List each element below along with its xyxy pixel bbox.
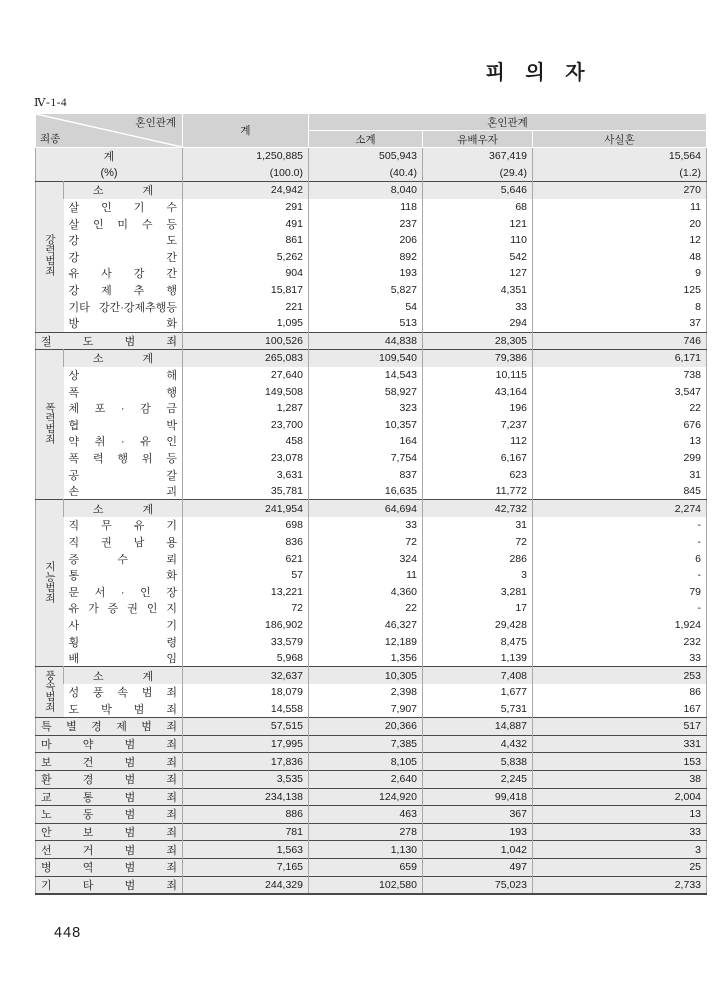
value-cell: 2,640 bbox=[309, 770, 423, 788]
table-row bbox=[36, 633, 707, 650]
value-cell: 491 bbox=[183, 215, 309, 232]
value-cell: 86 bbox=[533, 684, 707, 701]
value-cell: 124,920 bbox=[309, 788, 423, 806]
value-cell: 23,700 bbox=[183, 417, 309, 434]
value-cell: 299 bbox=[533, 450, 707, 467]
value-cell: 8,475 bbox=[423, 633, 533, 650]
crime-type-label: 직 권 남 용 bbox=[68, 536, 177, 549]
table-row bbox=[36, 332, 707, 350]
crime-type-label: 도 박 범 죄 bbox=[68, 703, 177, 716]
table-body bbox=[36, 148, 707, 895]
crime-type-label: 통 화 bbox=[68, 570, 177, 583]
value-cell: 72 bbox=[423, 534, 533, 551]
crime-type-label: 폭 행 bbox=[68, 386, 177, 399]
value-cell: 323 bbox=[309, 400, 423, 417]
value-cell: 31 bbox=[533, 466, 707, 483]
crime-type-label: 환 경 범 죄 bbox=[36, 770, 183, 788]
value-cell: 38 bbox=[533, 770, 707, 788]
crime-group-label-text: 풍속범죄 bbox=[44, 669, 56, 712]
value-cell: 4,432 bbox=[423, 735, 533, 753]
crime-type-label: 소 계 bbox=[64, 350, 183, 367]
table-row bbox=[36, 650, 707, 667]
value-cell: 505,943 bbox=[309, 148, 423, 165]
crime-group-label bbox=[36, 667, 64, 718]
value-cell: 241,954 bbox=[183, 500, 309, 517]
crime-type-label: 살 인 기 수 bbox=[68, 202, 177, 215]
value-cell: 3,547 bbox=[533, 383, 707, 400]
value-cell: 836 bbox=[183, 534, 309, 551]
value-cell: 3,281 bbox=[423, 583, 533, 600]
crime-type-label: 폭 력 행 위 등 bbox=[68, 452, 177, 465]
value-cell: - bbox=[533, 534, 707, 551]
value-cell: 43,164 bbox=[423, 383, 533, 400]
value-cell: 542 bbox=[423, 249, 533, 266]
table-row bbox=[36, 550, 707, 567]
header-subtotal-column: 소계 bbox=[309, 131, 423, 148]
value-cell: 68 bbox=[423, 199, 533, 216]
value-cell: 31 bbox=[423, 517, 533, 534]
table-row bbox=[36, 350, 707, 367]
value-cell: 497 bbox=[423, 858, 533, 876]
value-cell: 837 bbox=[309, 466, 423, 483]
value-cell: 3 bbox=[423, 567, 533, 584]
value-cell: 1,287 bbox=[183, 400, 309, 417]
header-row-1 bbox=[36, 114, 707, 131]
crime-type-label: (%) bbox=[36, 165, 183, 182]
value-cell: 112 bbox=[423, 433, 533, 450]
crime-group-label bbox=[36, 350, 64, 500]
value-cell: 72 bbox=[183, 600, 309, 617]
value-cell: 121 bbox=[423, 215, 533, 232]
crime-type-label: 기 타 범 죄 bbox=[36, 876, 183, 894]
crime-type-label: 소 계 bbox=[64, 500, 183, 517]
table-row bbox=[36, 433, 707, 450]
value-cell: 892 bbox=[309, 249, 423, 266]
value-cell: 42,732 bbox=[423, 500, 533, 517]
value-cell: 13 bbox=[533, 806, 707, 824]
value-cell: (29.4) bbox=[423, 165, 533, 182]
value-cell: 11,772 bbox=[423, 483, 533, 500]
value-cell: 29,428 bbox=[423, 617, 533, 634]
value-cell: 7,237 bbox=[423, 417, 533, 434]
value-cell: 153 bbox=[533, 753, 707, 771]
value-cell: 54 bbox=[309, 298, 423, 315]
value-cell: 253 bbox=[533, 667, 707, 684]
table-row bbox=[36, 823, 707, 841]
table-row bbox=[36, 718, 707, 736]
value-cell: 196 bbox=[423, 400, 533, 417]
table-row bbox=[36, 753, 707, 771]
crime-type-label: 유 가 증 권 인 지 bbox=[68, 603, 177, 616]
table-row bbox=[36, 876, 707, 894]
value-cell: 886 bbox=[183, 806, 309, 824]
value-cell: 1,924 bbox=[533, 617, 707, 634]
value-cell: 234,138 bbox=[183, 788, 309, 806]
value-cell: 20,366 bbox=[309, 718, 423, 736]
crime-type-label: 선 거 범 죄 bbox=[36, 841, 183, 859]
value-cell: 64,694 bbox=[309, 500, 423, 517]
crime-type-label: 절 도 범 죄 bbox=[36, 332, 183, 350]
crime-group-label bbox=[36, 500, 64, 667]
value-cell: 44,838 bbox=[309, 332, 423, 350]
table-row bbox=[36, 249, 707, 266]
value-cell: (1.2) bbox=[533, 165, 707, 182]
value-cell: 100,526 bbox=[183, 332, 309, 350]
table-row bbox=[36, 282, 707, 299]
value-cell: 9 bbox=[533, 265, 707, 282]
value-cell: 109,540 bbox=[309, 350, 423, 367]
table-row bbox=[36, 858, 707, 876]
crime-type-label: 상 해 bbox=[68, 370, 177, 383]
table-row bbox=[36, 383, 707, 400]
crime-type-label: 공 갈 bbox=[68, 469, 177, 482]
crime-group-label bbox=[36, 182, 64, 332]
value-cell: 244,329 bbox=[183, 876, 309, 894]
crime-group-label-text: 폭력범죄 bbox=[44, 402, 56, 445]
header-corner-row-label: 죄종 bbox=[40, 133, 61, 145]
table-row bbox=[36, 483, 707, 500]
value-cell: 7,165 bbox=[183, 858, 309, 876]
value-cell: 232 bbox=[533, 633, 707, 650]
crime-type-label: 교 통 범 죄 bbox=[36, 788, 183, 806]
value-cell: 8 bbox=[533, 298, 707, 315]
crime-type-label: 기타 강간·강제추행등 bbox=[68, 301, 177, 314]
page-title: 피 의 자 bbox=[485, 62, 585, 84]
value-cell: 33 bbox=[533, 823, 707, 841]
value-cell: 1,677 bbox=[423, 684, 533, 701]
marital-status-by-crime-table bbox=[35, 113, 707, 895]
crime-type-label: 마 약 범 죄 bbox=[36, 735, 183, 753]
value-cell: 33 bbox=[423, 298, 533, 315]
value-cell: 623 bbox=[423, 466, 533, 483]
crime-type-label: 살 인 미 수 등 bbox=[68, 218, 177, 231]
value-cell: 7,754 bbox=[309, 450, 423, 467]
table-row bbox=[36, 466, 707, 483]
crime-type-label: 노 동 범 죄 bbox=[36, 806, 183, 824]
table-row bbox=[36, 841, 707, 859]
value-cell: (40.4) bbox=[309, 165, 423, 182]
value-cell: 7,408 bbox=[423, 667, 533, 684]
crime-group-label-text: 지능범죄 bbox=[44, 560, 56, 603]
value-cell: 118 bbox=[309, 199, 423, 216]
table-row bbox=[36, 315, 707, 332]
value-cell: 14,558 bbox=[183, 701, 309, 718]
value-cell: 3 bbox=[533, 841, 707, 859]
crime-type-label: 특 별 경 제 범 죄 bbox=[36, 718, 183, 736]
value-cell: 781 bbox=[183, 823, 309, 841]
value-cell: 13 bbox=[533, 433, 707, 450]
value-cell: 33,579 bbox=[183, 633, 309, 650]
table-row bbox=[36, 232, 707, 249]
crime-type-label: 보 건 범 죄 bbox=[36, 753, 183, 771]
value-cell: 32,637 bbox=[183, 667, 309, 684]
value-cell: 10,115 bbox=[423, 367, 533, 384]
value-cell: 4,351 bbox=[423, 282, 533, 299]
value-cell: 1,095 bbox=[183, 315, 309, 332]
value-cell: 5,838 bbox=[423, 753, 533, 771]
value-cell: 2,733 bbox=[533, 876, 707, 894]
crime-group-label-text: 강력범죄 bbox=[44, 234, 56, 277]
value-cell: 57 bbox=[183, 567, 309, 584]
value-cell: 28,305 bbox=[423, 332, 533, 350]
value-cell: 1,139 bbox=[423, 650, 533, 667]
value-cell: 5,731 bbox=[423, 701, 533, 718]
value-cell: 517 bbox=[533, 718, 707, 736]
value-cell: 5,646 bbox=[423, 182, 533, 199]
value-cell: 367 bbox=[423, 806, 533, 824]
crime-type-label: 협 박 bbox=[68, 419, 177, 432]
value-cell: 659 bbox=[309, 858, 423, 876]
value-cell: 5,968 bbox=[183, 650, 309, 667]
value-cell: 57,515 bbox=[183, 718, 309, 736]
value-cell: 746 bbox=[533, 332, 707, 350]
table-row bbox=[36, 298, 707, 315]
value-cell: 206 bbox=[309, 232, 423, 249]
value-cell: 291 bbox=[183, 199, 309, 216]
value-cell: 237 bbox=[309, 215, 423, 232]
value-cell: 367,419 bbox=[423, 148, 533, 165]
value-cell: 1,130 bbox=[309, 841, 423, 859]
value-cell: 37 bbox=[533, 315, 707, 332]
crime-type-label: 증 수 뢰 bbox=[68, 553, 177, 566]
value-cell: 1,356 bbox=[309, 650, 423, 667]
value-cell: 1,563 bbox=[183, 841, 309, 859]
value-cell: 102,580 bbox=[309, 876, 423, 894]
value-cell: 79 bbox=[533, 583, 707, 600]
crime-type-label: 사 기 bbox=[68, 619, 177, 632]
value-cell: 17 bbox=[423, 600, 533, 617]
value-cell: 6 bbox=[533, 550, 707, 567]
table-row bbox=[36, 788, 707, 806]
table-row bbox=[36, 534, 707, 551]
value-cell: 904 bbox=[183, 265, 309, 282]
value-cell: 294 bbox=[423, 315, 533, 332]
table-row bbox=[36, 600, 707, 617]
value-cell: 2,004 bbox=[533, 788, 707, 806]
value-cell: 845 bbox=[533, 483, 707, 500]
value-cell: 861 bbox=[183, 232, 309, 249]
table-header bbox=[36, 114, 707, 148]
crime-type-label: 체 포 · 감 금 bbox=[68, 403, 177, 416]
value-cell: 278 bbox=[309, 823, 423, 841]
value-cell: 2,398 bbox=[309, 684, 423, 701]
value-cell: 22 bbox=[309, 600, 423, 617]
table-number: Ⅳ-1-4 bbox=[34, 97, 68, 109]
value-cell: 20 bbox=[533, 215, 707, 232]
value-cell: 33 bbox=[309, 517, 423, 534]
value-cell: 15,817 bbox=[183, 282, 309, 299]
value-cell: 46,327 bbox=[309, 617, 423, 634]
value-cell: 33 bbox=[533, 650, 707, 667]
value-cell: 11 bbox=[533, 199, 707, 216]
value-cell: 513 bbox=[309, 315, 423, 332]
header-defacto-column: 사실혼 bbox=[533, 131, 707, 148]
table-row bbox=[36, 500, 707, 517]
table-row bbox=[36, 517, 707, 534]
value-cell: 2,245 bbox=[423, 770, 533, 788]
table-row bbox=[36, 450, 707, 467]
table-row bbox=[36, 148, 707, 165]
crime-type-label: 배 임 bbox=[68, 653, 177, 666]
value-cell: 676 bbox=[533, 417, 707, 434]
value-cell: 193 bbox=[423, 823, 533, 841]
value-cell: 8,040 bbox=[309, 182, 423, 199]
header-spouse-column: 유배우자 bbox=[423, 131, 533, 148]
value-cell: 1,250,885 bbox=[183, 148, 309, 165]
value-cell: 167 bbox=[533, 701, 707, 718]
value-cell: 193 bbox=[309, 265, 423, 282]
value-cell: 72 bbox=[309, 534, 423, 551]
crime-type-label: 소 계 bbox=[64, 182, 183, 199]
value-cell: 164 bbox=[309, 433, 423, 450]
value-cell: 265,083 bbox=[183, 350, 309, 367]
value-cell: 3,535 bbox=[183, 770, 309, 788]
value-cell: 12 bbox=[533, 232, 707, 249]
crime-type-label: 직 무 유 기 bbox=[68, 520, 177, 533]
table-row bbox=[36, 667, 707, 684]
value-cell: 458 bbox=[183, 433, 309, 450]
value-cell: 221 bbox=[183, 298, 309, 315]
value-cell: 99,418 bbox=[423, 788, 533, 806]
value-cell: 27,640 bbox=[183, 367, 309, 384]
value-cell: 75,023 bbox=[423, 876, 533, 894]
value-cell: 22 bbox=[533, 400, 707, 417]
value-cell: 127 bbox=[423, 265, 533, 282]
value-cell: 286 bbox=[423, 550, 533, 567]
crime-type-label: 계 bbox=[36, 148, 183, 165]
header-corner-cell bbox=[36, 114, 183, 148]
header-total-column: 계 bbox=[183, 114, 309, 148]
value-cell: 7,385 bbox=[309, 735, 423, 753]
value-cell: 17,836 bbox=[183, 753, 309, 771]
table-row bbox=[36, 182, 707, 199]
value-cell: 13,221 bbox=[183, 583, 309, 600]
table-row bbox=[36, 617, 707, 634]
table-row bbox=[36, 583, 707, 600]
value-cell: 4,360 bbox=[309, 583, 423, 600]
value-cell: 11 bbox=[309, 567, 423, 584]
value-cell: 5,262 bbox=[183, 249, 309, 266]
crime-type-label: 손 괴 bbox=[68, 486, 177, 499]
value-cell: 2,274 bbox=[533, 500, 707, 517]
value-cell: 331 bbox=[533, 735, 707, 753]
header-corner-column-label: 혼인관계 bbox=[135, 117, 176, 129]
value-cell: 125 bbox=[533, 282, 707, 299]
crime-type-label: 안 보 범 죄 bbox=[36, 823, 183, 841]
value-cell: 18,079 bbox=[183, 684, 309, 701]
value-cell: 7,907 bbox=[309, 701, 423, 718]
value-cell: 24,942 bbox=[183, 182, 309, 199]
value-cell: 12,189 bbox=[309, 633, 423, 650]
value-cell: 23,078 bbox=[183, 450, 309, 467]
value-cell: 463 bbox=[309, 806, 423, 824]
table-row bbox=[36, 417, 707, 434]
value-cell: 110 bbox=[423, 232, 533, 249]
table-row bbox=[36, 367, 707, 384]
value-cell: 738 bbox=[533, 367, 707, 384]
crime-type-label: 성 풍 속 범 죄 bbox=[68, 687, 177, 700]
value-cell: (100.0) bbox=[183, 165, 309, 182]
value-cell: 5,827 bbox=[309, 282, 423, 299]
value-cell: 10,357 bbox=[309, 417, 423, 434]
value-cell: 17,995 bbox=[183, 735, 309, 753]
value-cell: 324 bbox=[309, 550, 423, 567]
value-cell: 25 bbox=[533, 858, 707, 876]
table-row bbox=[36, 215, 707, 232]
crime-type-label: 병 역 범 죄 bbox=[36, 858, 183, 876]
crime-type-label: 강 제 추 행 bbox=[68, 285, 177, 298]
value-cell: 48 bbox=[533, 249, 707, 266]
table-row bbox=[36, 265, 707, 282]
value-cell: 58,927 bbox=[309, 383, 423, 400]
value-cell: 8,105 bbox=[309, 753, 423, 771]
page-number: 448 bbox=[54, 925, 82, 941]
value-cell: 3,631 bbox=[183, 466, 309, 483]
table-row bbox=[36, 701, 707, 718]
crime-type-label: 강 간 bbox=[68, 251, 177, 264]
value-cell: - bbox=[533, 517, 707, 534]
value-cell: 15,564 bbox=[533, 148, 707, 165]
table-row bbox=[36, 806, 707, 824]
table-row bbox=[36, 400, 707, 417]
crime-type-label: 문 서 · 인 장 bbox=[68, 586, 177, 599]
crime-type-label: 유 사 강 간 bbox=[68, 268, 177, 281]
crime-type-label: 횡 령 bbox=[68, 636, 177, 649]
value-cell: 149,508 bbox=[183, 383, 309, 400]
value-cell: 10,305 bbox=[309, 667, 423, 684]
crime-type-label: 약 취 · 유 인 bbox=[68, 436, 177, 449]
value-cell: 698 bbox=[183, 517, 309, 534]
header-group-marital: 혼인관계 bbox=[309, 114, 707, 131]
value-cell: 14,887 bbox=[423, 718, 533, 736]
value-cell: 1,042 bbox=[423, 841, 533, 859]
value-cell: 186,902 bbox=[183, 617, 309, 634]
table-row bbox=[36, 770, 707, 788]
crime-type-label: 소 계 bbox=[64, 667, 183, 684]
value-cell: 270 bbox=[533, 182, 707, 199]
table-row bbox=[36, 684, 707, 701]
table-row bbox=[36, 165, 707, 182]
value-cell: 79,386 bbox=[423, 350, 533, 367]
crime-type-label: 방 화 bbox=[68, 318, 177, 331]
value-cell: 14,543 bbox=[309, 367, 423, 384]
value-cell: - bbox=[533, 600, 707, 617]
table-row bbox=[36, 199, 707, 216]
value-cell: 6,167 bbox=[423, 450, 533, 467]
value-cell: 6,171 bbox=[533, 350, 707, 367]
crime-type-label: 강 도 bbox=[68, 235, 177, 248]
value-cell: 621 bbox=[183, 550, 309, 567]
value-cell: 16,635 bbox=[309, 483, 423, 500]
value-cell: 35,781 bbox=[183, 483, 309, 500]
value-cell: - bbox=[533, 567, 707, 584]
table-row bbox=[36, 567, 707, 584]
table-row bbox=[36, 735, 707, 753]
